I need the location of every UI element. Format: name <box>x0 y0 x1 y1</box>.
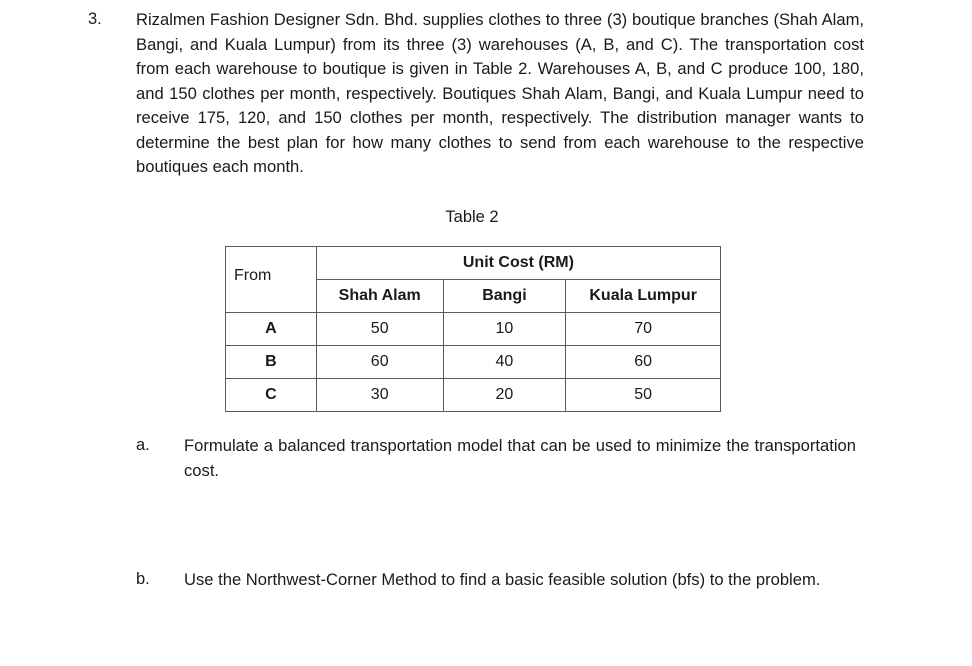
table-cell: 10 <box>443 313 566 346</box>
unit-cost-table <box>225 246 721 412</box>
table-row <box>226 379 721 412</box>
part-a-text: Formulate a balanced transportation model that can be used to minimize the transportation cost. <box>184 436 856 480</box>
part-a-label: a. <box>136 436 150 454</box>
question-number: 3. <box>88 10 102 28</box>
table-cell: 60 <box>316 346 443 379</box>
table-cell: 60 <box>566 346 721 379</box>
column-header-shah-alam: Shah Alam <box>316 280 443 313</box>
row-label-b: B <box>226 346 317 379</box>
part-b-label: b. <box>136 570 150 588</box>
table-cell: 20 <box>443 379 566 412</box>
table-cell: 30 <box>316 379 443 412</box>
table-row <box>226 313 721 346</box>
table-cell: 50 <box>566 379 721 412</box>
unit-cost-header: Unit Cost (RM) <box>316 247 720 280</box>
row-label-a: A <box>226 313 317 346</box>
row-label-c: C <box>226 379 317 412</box>
table-cell: 40 <box>443 346 566 379</box>
part-b-text: Use the Northwest-Corner Method to find a basic feasible solution (bfs) to the problem. <box>184 570 821 589</box>
table-row <box>226 346 721 379</box>
column-header-kuala-lumpur: Kuala Lumpur <box>566 280 721 313</box>
table-cell: 50 <box>316 313 443 346</box>
from-header: From <box>226 247 317 313</box>
table-cell: 70 <box>566 313 721 346</box>
column-header-bangi: Bangi <box>443 280 566 313</box>
table-caption: Table 2 <box>445 208 499 226</box>
question-text: Rizalmen Fashion Designer Sdn. Bhd. supplies clothes to three (3) boutique branches (Shah Alam, Bangi, and Kuala Lumpur) from its three (3) warehouses (A, B, and C). The transportation cost from each warehouse to boutique is given in Table 2. Warehouses A, B, and C produce 100, 180, and 150 clothes per month, respectively. Boutiques Shah Alam, Bangi, and Kuala Lumpur need to receive 175, 120, and 150 clothes per month, respectively. The distribution manager wants to determine the best plan for how many clothes to send from each warehouse to the respective boutiques each month. <box>136 10 864 176</box>
